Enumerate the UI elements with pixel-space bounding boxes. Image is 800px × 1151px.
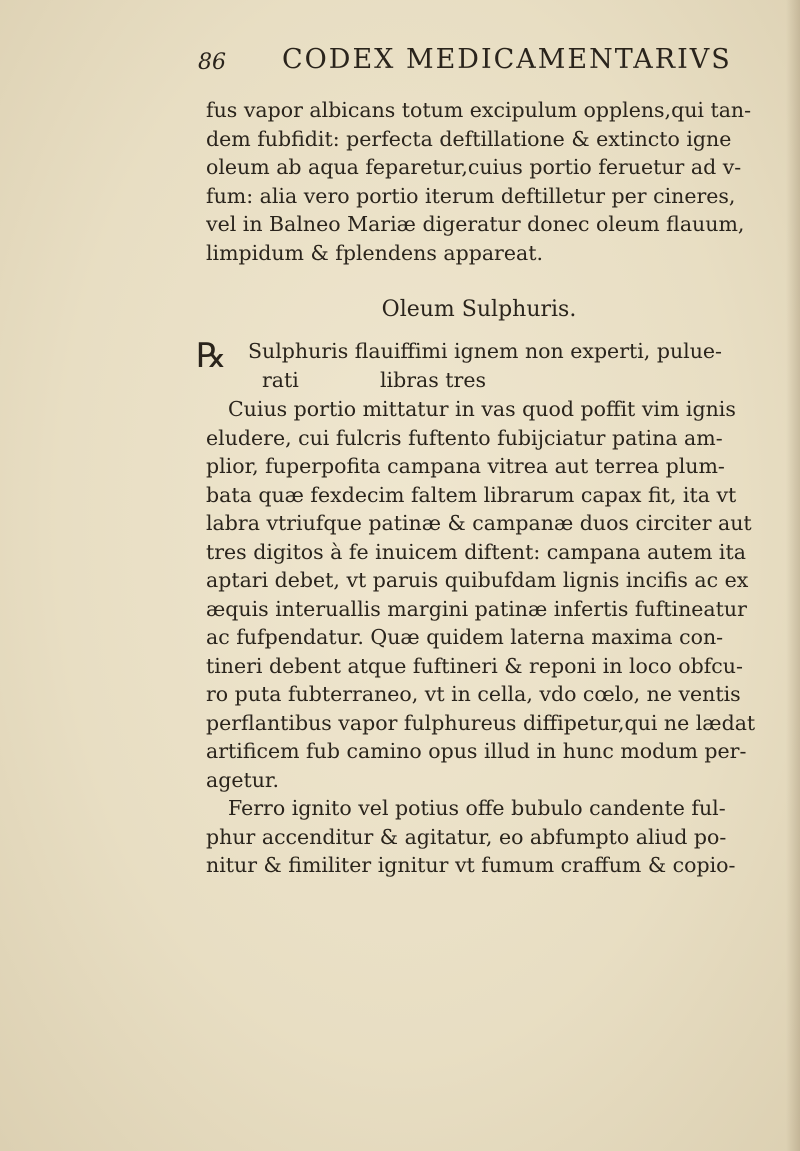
text-line: æquis interuallis margini patinæ infertis fuftineatur bbox=[206, 596, 747, 621]
text-line: Ferro ignito vel potius offe bubulo candente ful- bbox=[228, 796, 726, 820]
recipe-block bbox=[196, 336, 772, 395]
paragraph-3 bbox=[206, 794, 772, 880]
paragraph-2 bbox=[206, 395, 772, 794]
running-head: CODEX MEDICAMENTARIVS bbox=[282, 44, 732, 75]
text-block bbox=[196, 96, 772, 880]
recipe-symbol: ℞ bbox=[196, 336, 227, 376]
text-line: aptari debet, vt paruis quibufdam lignis incifis ac ex bbox=[206, 568, 749, 592]
text-line: artificem fub camino opus illud in hunc modum per- bbox=[206, 739, 747, 763]
text-line: plior, fuperpofita campana vitrea aut terrea plum- bbox=[206, 454, 725, 478]
text-line: dem fubfidit: perfecta deftillatione & extincto igne bbox=[206, 126, 732, 151]
text-line: tineri debent atque fuftineri & reponi in loco obfcu- bbox=[206, 653, 743, 678]
text-line: labra vtriufque patinæ & campanæ duos circiter aut bbox=[206, 511, 752, 535]
text-line: eludere, cui fulcris fuftento fubijciatur patina am- bbox=[206, 425, 723, 450]
text-line: bata quæ fexdecim faltem librarum capax fit, ita vt bbox=[206, 482, 737, 507]
text-line: perflantibus vapor fulphureus diffipetur,qui ne lædat bbox=[206, 710, 756, 735]
text-line: phur accenditur & agitatur, eo abfumpto aliud po- bbox=[206, 824, 727, 849]
section-title: Oleum Sulphuris. bbox=[381, 297, 577, 322]
page-header bbox=[198, 44, 732, 84]
paragraph-1 bbox=[206, 96, 772, 267]
text-line: Cuius portio mittatur in vas quod poffit vim ignis bbox=[228, 397, 736, 421]
text-line: oleum ab aqua feparetur,cuius portio feruetur ad v- bbox=[206, 155, 742, 179]
recipe-line-1: Sulphuris flauiffimi ignem non experti, pulue- bbox=[248, 339, 722, 363]
text-line: nitur & fimiliter ignitur vt fumum craffum & copio- bbox=[206, 853, 736, 877]
text-line: ac fufpendatur. Quæ quidem laterna maxima con- bbox=[206, 625, 724, 649]
page-edge-shadow bbox=[786, 0, 800, 1151]
recipe-line-2-left: rati bbox=[262, 367, 299, 392]
page-number: 86 bbox=[198, 50, 226, 75]
text-line: limpidum & fplendens appareat. bbox=[206, 240, 543, 265]
text-line: ro puta fubterraneo, vt in cella, vdo cœlo, ne ventis bbox=[206, 682, 741, 706]
text-line: agetur. bbox=[206, 767, 279, 792]
text-line: fum: alia vero portio iterum deftilletur per cineres, bbox=[206, 183, 736, 208]
recipe-line-2-right: libras tres bbox=[380, 367, 486, 392]
text-line: fus vapor albicans totum excipulum opplens,qui tan- bbox=[206, 98, 752, 122]
text-line: vel in Balneo Mariæ digeratur donec oleum flauum, bbox=[206, 212, 745, 236]
text-line: tres digitos à fe inuicem diftent: campana autem ita bbox=[206, 539, 746, 564]
